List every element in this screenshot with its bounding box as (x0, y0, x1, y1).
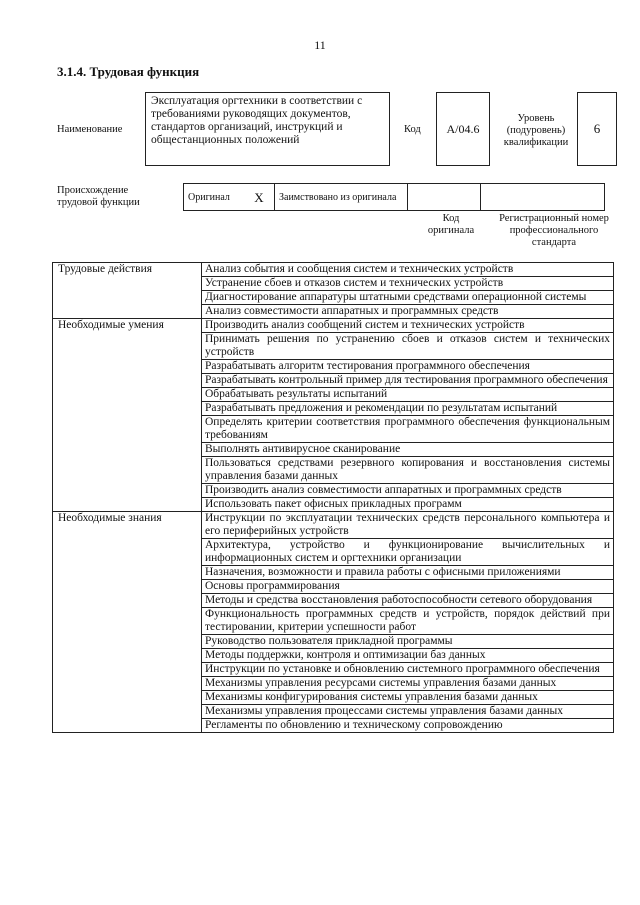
code-label: Код (404, 124, 421, 135)
origin-code-cell (408, 184, 481, 211)
original-label: Оригинал (184, 184, 245, 211)
table-cell: Определять критерии соответствия программного обеспечения функциональным требованиям (202, 416, 614, 443)
table-cell: Устранение сбоев и отказов систем и технических устройств (202, 277, 614, 291)
table-cell: Разрабатывать предложения и рекомендации по результатам испытаний (202, 402, 614, 416)
code-value: A/04.6 (446, 121, 480, 136)
table-cell: Механизмы управления процессами системы управления базами данных (202, 705, 614, 719)
reg-caption: Регистрационный номер профессионального стандарта (499, 213, 609, 248)
table-cell: Анализ события и сообщения систем и технических устройств (202, 263, 614, 277)
table-cell: Производить анализ совместимости аппаратных и программных средств (202, 484, 614, 498)
origin-table (183, 183, 605, 211)
table-cell: Принимать решения по устранению сбоев и отказов систем и технических устройств (202, 333, 614, 360)
table-cell: Диагностирование аппаратуры штатными средствами операционной системы (202, 291, 614, 305)
section-title: 3.1.4. Трудовая функция (57, 64, 200, 79)
table-cell: Обрабатывать результаты испытаний (202, 388, 614, 402)
code-caption: Код оригинала (427, 213, 475, 236)
level-value-box (577, 92, 617, 166)
name-label: Наименование (57, 124, 123, 135)
table-cell: Инструкции по установке и обновлению системного программного обеспечения (202, 663, 614, 677)
table-cell: Методы и средства восстановления работоспособности сетевого оборудования (202, 594, 614, 608)
name-value-box (145, 92, 390, 166)
origin-reg-cell (481, 184, 605, 211)
table-cell: Руководство пользователя прикладной программы (202, 635, 614, 649)
table-cell: Разрабатывать алгоритм тестирования программного обеспечения (202, 360, 614, 374)
original-mark: X (244, 184, 275, 211)
table-cell: Выполнять антивирусное сканирование (202, 443, 614, 457)
table-cell: Регламенты по обновлению и техническому сопровождению (202, 719, 614, 733)
table-cell: Назначения, возможности и правила работы с офисными приложениями (202, 566, 614, 580)
category-label: Необходимые умения (53, 319, 202, 512)
table-cell: Механизмы управления ресурсами системы управления базами данных (202, 677, 614, 691)
table-cell: Механизмы конфигурирования системы управления базами данных (202, 691, 614, 705)
name-value: Эксплуатация оргтехники в соответствии с требованиями руководящих документов, стандартов организаций, инструкций и общестанционных положений (151, 95, 363, 146)
table-cell: Инструкции по эксплуатации технических средств персонального компьютера и его периферийных устройств (202, 512, 614, 539)
table-cell: Производить анализ сообщений систем и технических устройств (202, 319, 614, 333)
origin-label: Происхождение трудовой функции (57, 185, 140, 208)
table-cell: Анализ совместимости аппаратных и программных средств (202, 305, 614, 319)
borrowed-label: Заимствовано из оригинала (275, 184, 408, 211)
code-value-box (436, 92, 490, 166)
table-cell: Разрабатывать контрольный пример для тестирования программного обеспечения (202, 374, 614, 388)
table-row (53, 263, 614, 277)
table-cell: Методы поддержки, контроля и оптимизации баз данных (202, 649, 614, 663)
table-cell: Использовать пакет офисных прикладных программ (202, 498, 614, 512)
table-row (53, 512, 614, 539)
level-value: 6 (593, 121, 601, 136)
category-label: Необходимые знания (53, 512, 202, 733)
table-cell: Основы программирования (202, 580, 614, 594)
page-number: 11 (314, 38, 326, 52)
table-cell: Архитектура, устройство и функционирование вычислительных и информационных систем и оргтехники организации (202, 539, 614, 566)
table-row (53, 319, 614, 333)
table-cell: Функциональность программных средств и устройств, порядок действий при тестировании, критерии успешности работ (202, 608, 614, 635)
table-cell: Пользоваться средствами резервного копирования и восстановления системы управления базами данных (202, 457, 614, 484)
category-label: Трудовые действия (53, 263, 202, 319)
level-label: Уровень (подуровень) квалификации (503, 113, 569, 148)
function-table (52, 262, 614, 733)
